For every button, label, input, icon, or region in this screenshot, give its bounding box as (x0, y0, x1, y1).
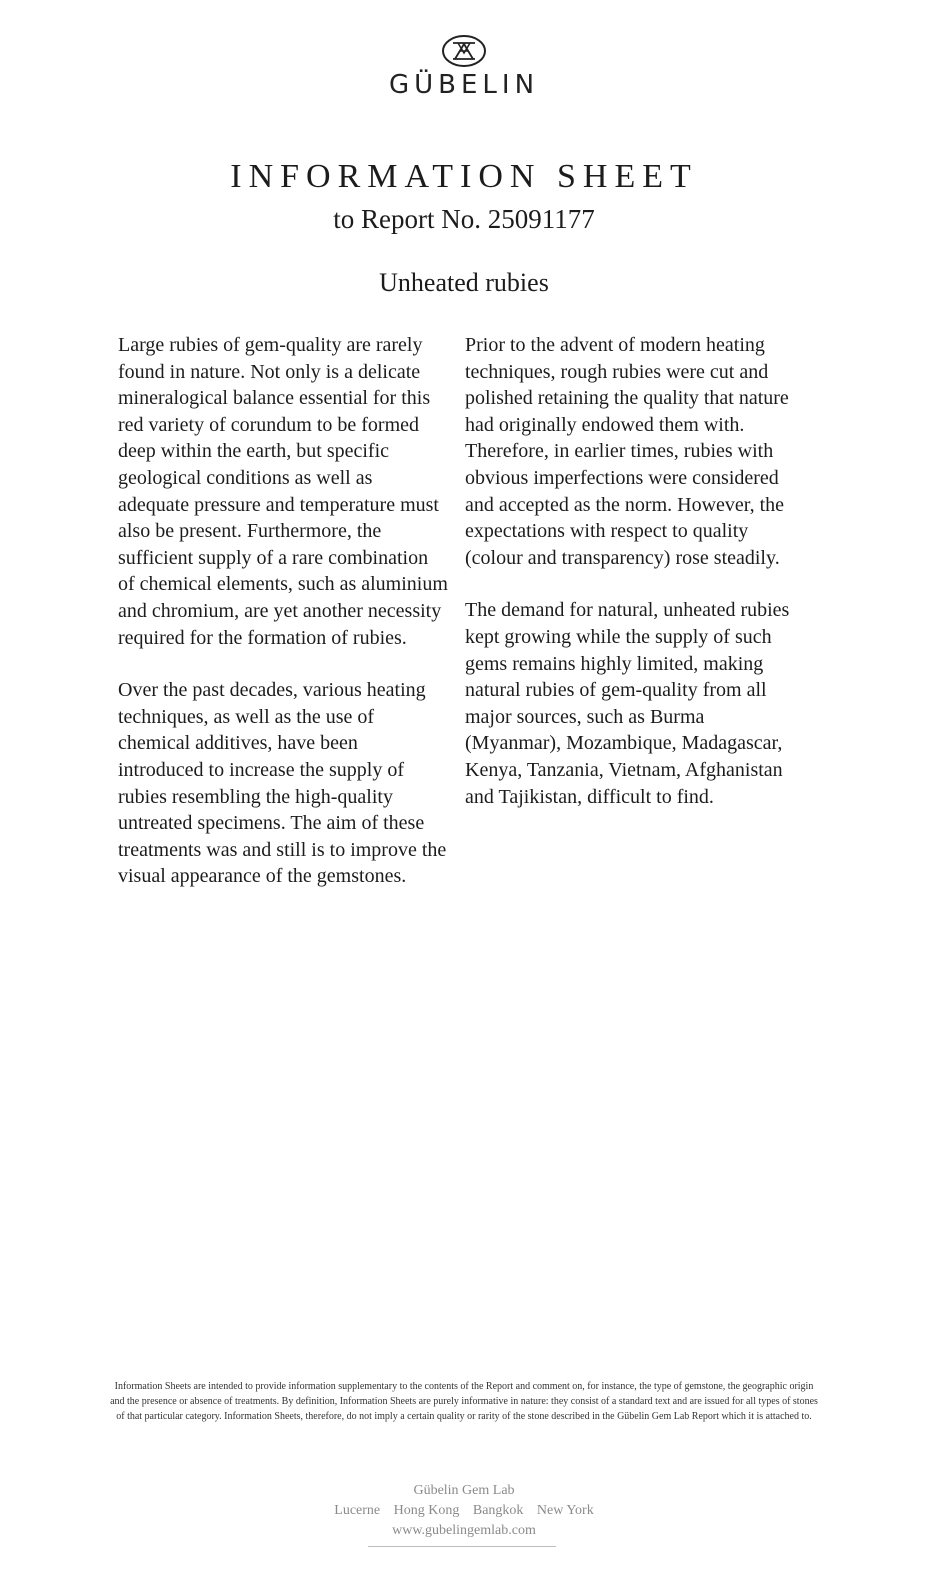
city-hong-kong: Hong Kong (393, 1503, 460, 1518)
right-column (465, 332, 795, 836)
sheet-topic: Unheated rubies (379, 268, 549, 297)
lab-name: Gübelin Gem Lab (413, 1483, 515, 1498)
paragraph: Prior to the advent of modern heating techniques, rough rubies were cut and polished retaining the quality that nature had originally endowed them with. Therefore, in earlier times, rubies with obvious imperfections were considered and accepted as the norm. However, the expectations with respect to quality (colour and transparency) rose steadily. (465, 334, 789, 569)
paragraph: The demand for natural, unheated rubies kept growing while the supply of such gems remains highly limited, making natural rubies of gem-quality from all major sources, such as Burma (Myanmar), Mozambique, Madagascar, Kenya, Tanzania, Vietnam, Afghanistan and Tajikistan, difficult to find. (465, 599, 790, 808)
paragraph: Large rubies of gem-quality are rarely found in nature. Not only is a delicate mineralogical balance essential for this red variety of corundum to be formed deep within the earth, but specific geological conditions as well as adequate pressure and temperature must also be present. Furthermore, the sufficient supply of a rare combination of chemical elements, such as aluminium and chromium, are yet another necessity required for the formation of rubies. (118, 334, 448, 649)
disclaimer-text: Information Sheets are intended to provide information supplementary to the contents of the Report and comment on, for instance, the type of gemstone, the geographic origin and the presence or absence of treatments. By definition, Information Sheets are purely informative in nature: they consist of a standard text and are issued for all types of stones of that particular category. Information Sheets, therefore, do not imply a certain quality or rarity of the stone described in the Gübelin Gem Lab Report which it is attached to. (110, 1381, 818, 1422)
footer (0, 1481, 928, 1541)
brand-logo (0, 34, 928, 100)
page-title: INFORMATION SHEET (230, 158, 698, 195)
footer-divider (368, 1546, 556, 1547)
left-column (118, 332, 448, 916)
city-new-york: New York (536, 1503, 594, 1518)
brand-name: GÜBELIN (388, 70, 540, 100)
paragraph: Over the past decades, various heating techniques, as well as the use of chemical additives, have been introduced to increase the supply of rubies resembling the high-quality untreated specimens. The aim of these treatments was and still is to improve the visual appearance of the gemstones. (118, 679, 447, 888)
website-link: www.gubelingemlab.com (392, 1523, 536, 1538)
city-bangkok: Bangkok (472, 1503, 524, 1518)
lab-locations (0, 1501, 928, 1521)
city-lucerne: Lucerne (334, 1503, 381, 1518)
report-number: to Report No. 25091177 (333, 204, 595, 234)
gubelin-crest-icon (441, 34, 487, 68)
